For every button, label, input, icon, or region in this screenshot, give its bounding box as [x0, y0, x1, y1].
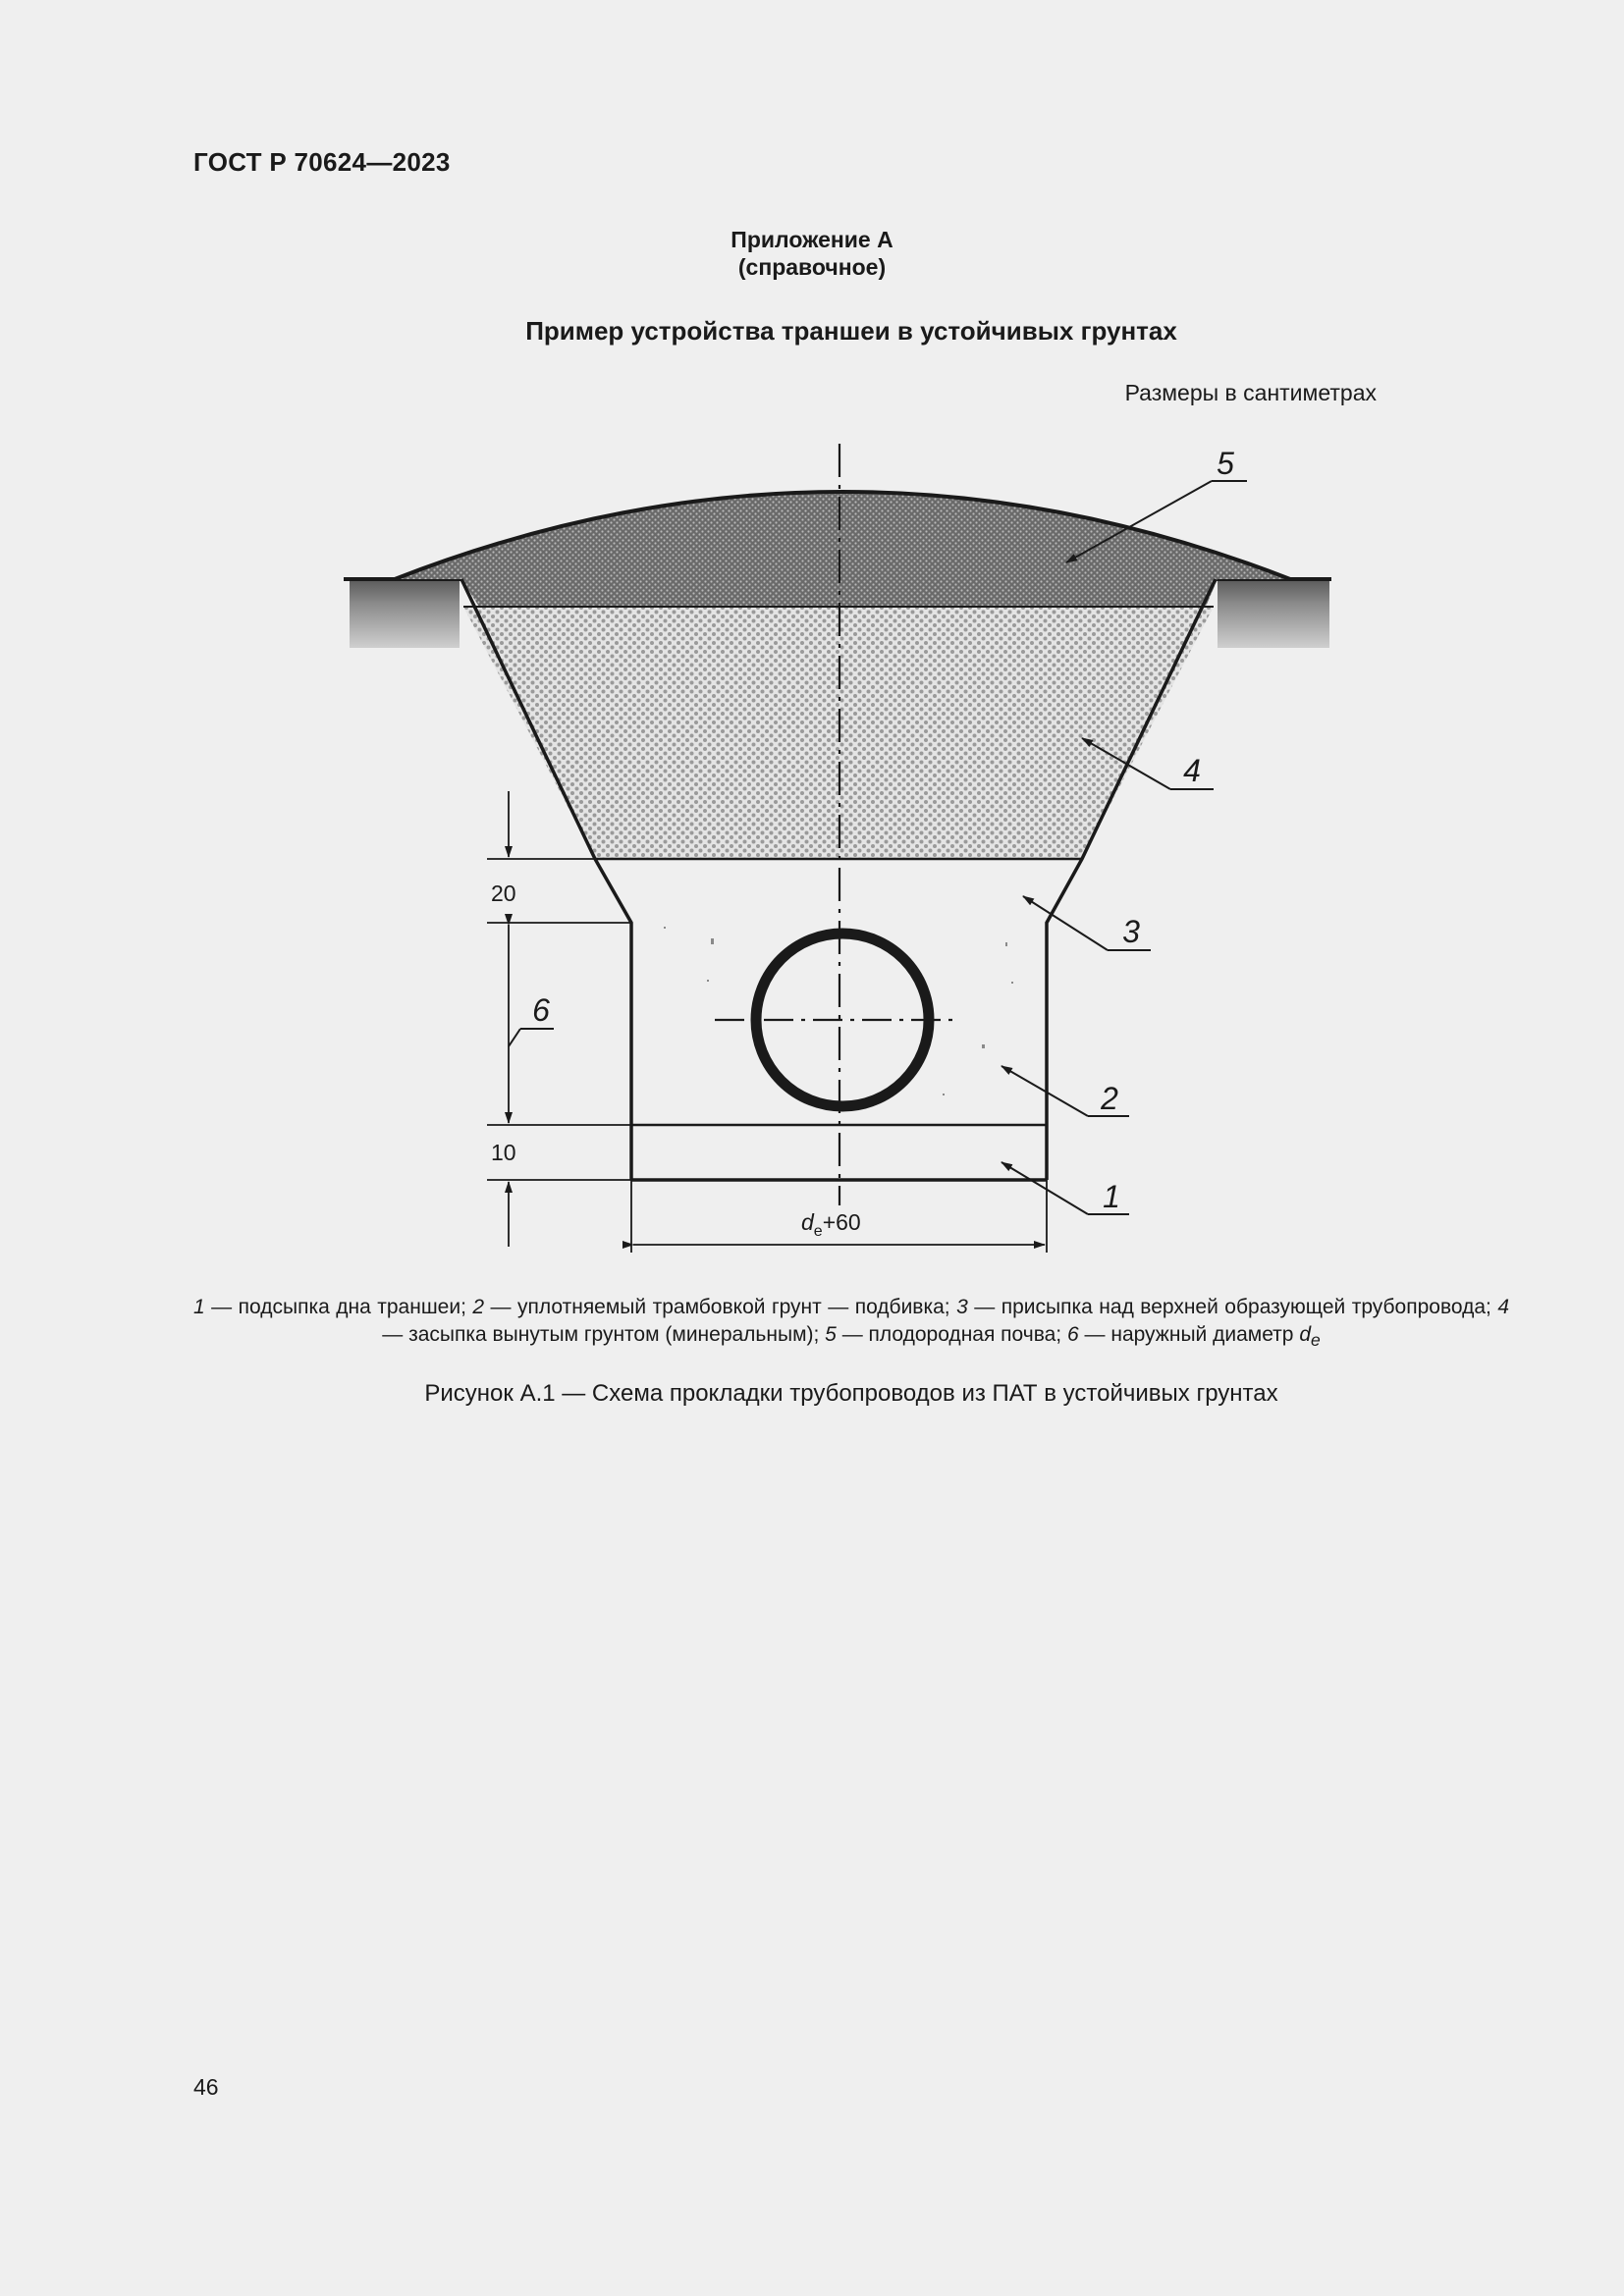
appendix-title: Приложение А	[731, 227, 893, 252]
width-subscript: e	[813, 1223, 823, 1240]
figure-legend	[193, 1294, 1509, 1354]
legend-text-4: — засыпка вынутым грунтом (минеральным);	[382, 1323, 826, 1346]
legend-num-4: 4	[1497, 1296, 1510, 1318]
appendix-status: (справочное)	[737, 254, 887, 280]
dimension-label-width	[801, 1209, 861, 1240]
layer-fertile-soil	[395, 492, 1290, 607]
legend-num-6: 6	[1066, 1323, 1079, 1346]
legend-num-2: 2	[472, 1296, 485, 1318]
legend-num-5: 5	[825, 1323, 837, 1346]
width-suffix: +60	[822, 1209, 861, 1235]
ground-surface-right	[1216, 579, 1331, 648]
callout-2	[1001, 1066, 1129, 1116]
legend-num-1: 1	[193, 1296, 205, 1318]
legend-num-3: 3	[956, 1296, 968, 1318]
callout-label-5: 5	[1217, 446, 1234, 481]
ground-surface-left	[344, 579, 461, 648]
callout-label-1: 1	[1103, 1179, 1120, 1214]
dimension-10	[487, 1140, 631, 1247]
legend-symbol-d: d	[1299, 1323, 1312, 1346]
figure-caption: Рисунок А.1 — Схема прокладки трубопроводов из ПАТ в устойчивых грунтах	[424, 1380, 1278, 1407]
legend-text-1: — подсыпка дна траншеи;	[204, 1296, 473, 1318]
units-note: Размеры в сантиметрах	[1124, 380, 1377, 405]
dimension-label-10: 10	[491, 1140, 516, 1165]
doc-code: ГОСТ Р 70624—2023	[193, 147, 451, 177]
figure-heading: Пример устройства траншеи в устойчивых грунтах	[525, 316, 1177, 346]
callout-label-3: 3	[1122, 914, 1140, 949]
legend-text-2: — уплотняемый трамбовкой грунт — подбивка;	[484, 1296, 957, 1318]
dimension-pipe-diameter	[487, 925, 631, 1125]
page-number: 46	[193, 2074, 219, 2100]
callout-1	[1001, 1162, 1129, 1214]
legend-symbol-subscript: e	[1311, 1330, 1321, 1351]
callout-label-4: 4	[1183, 753, 1201, 788]
dimension-label-20: 20	[491, 881, 516, 906]
legend-text-5: — плодородная почва;	[836, 1323, 1067, 1346]
callout-label-6: 6	[532, 992, 550, 1028]
width-symbol: d	[801, 1209, 814, 1235]
legend-text-6: — наружный диаметр	[1078, 1323, 1300, 1346]
callout-3	[1023, 896, 1151, 950]
legend-text-3: — присыпка над верхней образующей трубопровода;	[967, 1296, 1498, 1318]
callout-label-2: 2	[1101, 1081, 1118, 1116]
